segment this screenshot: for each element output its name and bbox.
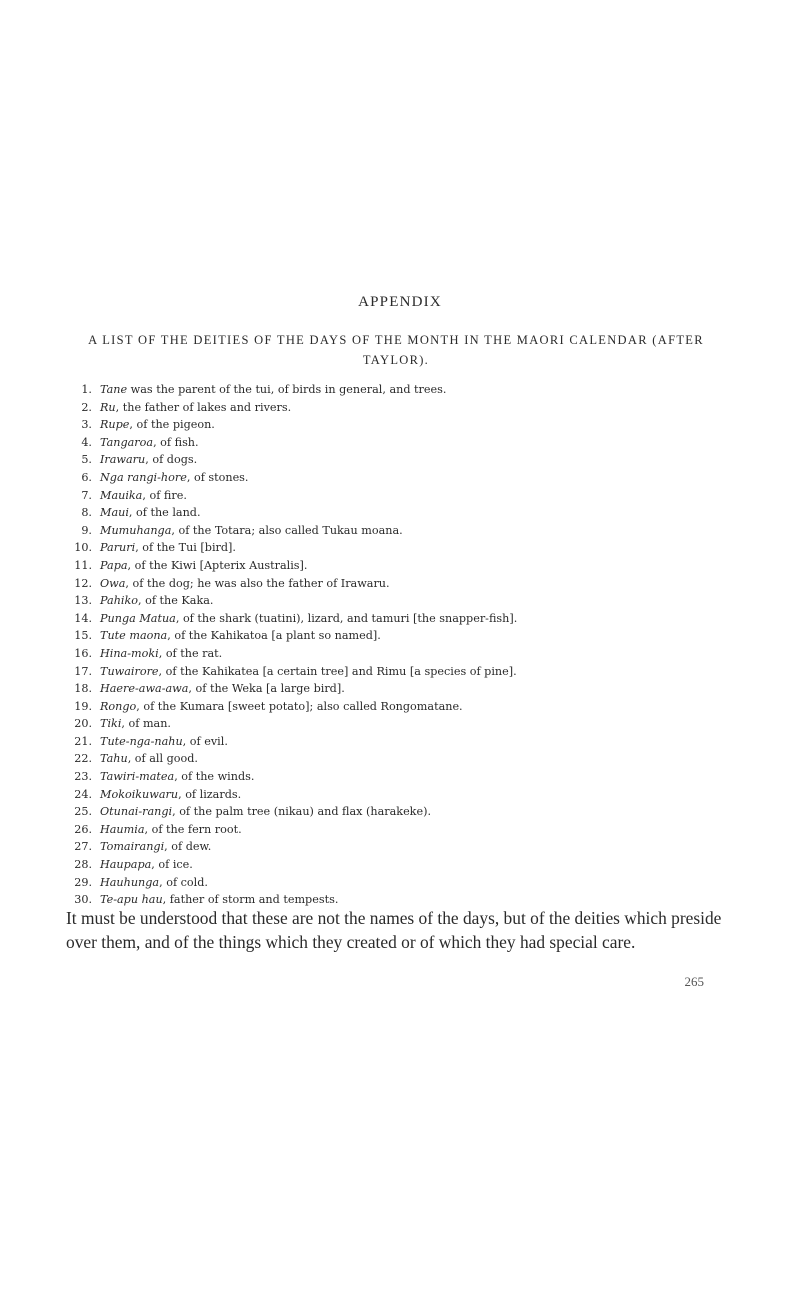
deity-description: , of the dog; he was also the father of Irawaru. [125,576,390,590]
list-item [66,381,746,399]
deity-description: , of the fern root. [144,822,242,836]
list-item [66,874,746,892]
list-item-number: 6. [81,470,92,484]
deity-description: , of the Totara; also called Tukau moana. [171,523,403,537]
deity-description: , of the land. [128,506,201,520]
deity-description: , of the pigeon. [129,418,215,432]
list-item-number: 21. [74,734,92,748]
deity-name: Owa [100,576,126,590]
list-item-number: 11. [74,558,92,572]
list-item [66,786,746,804]
list-item-number: 7. [81,488,92,502]
appendix-subtitle: A LIST OF THE DEITIES OF THE DAYS OF THE MONTH IN THE MAORI CALENDAR (AFTER TAYLOR). [88,333,704,367]
list-item [66,750,746,768]
deity-name: Nga rangi-hore [100,470,187,484]
list-item [66,416,746,434]
deity-description: was the parent of the tui, of birds in general, and trees. [127,383,447,396]
deity-name: Mokoikuwaru [100,787,179,801]
closing-paragraph: It must be understood that these are not the names of the days, but of the deities which preside over them, and of the things which they created or of which they had special care. [66,908,722,952]
list-item [66,557,746,575]
deity-name: Pahiko [100,594,138,608]
list-item-number: 19. [74,699,92,713]
list-item [66,451,746,469]
list-item-number: 22. [74,752,92,766]
deity-name: Rongo [100,699,137,713]
deity-description: , of the Kumara [sweet potato]; also called Rongomatane. [136,699,463,713]
deity-description: , of cold. [159,875,208,889]
list-item-number: 26. [74,822,92,836]
deity-name: Tuwairore [100,664,159,678]
deity-description: , of the rat. [158,646,223,660]
deity-name: Tute-nga-nahu [100,734,183,748]
deity-description: , of ice. [151,858,193,872]
deity-name: Tangaroa [100,435,154,449]
deity-description: , of the Kaka. [138,594,214,608]
deity-name: Haupapa [100,858,152,872]
deity-description: , of stones. [186,470,249,484]
deity-description: , of fish. [153,435,199,449]
list-item [66,522,746,540]
deity-description: , of the Tui [bird]. [135,541,236,555]
list-item-number: 28. [74,858,92,872]
list-item-number: 8. [81,506,92,520]
deity-name: Papa [100,558,128,572]
deity-list [66,381,746,909]
list-item [66,610,746,628]
deity-name: Tane [100,383,128,396]
deity-name: Tomairangi [100,840,165,854]
deity-description: , of the shark (tuatini), lizard, and tamuri [the snapper-fish]. [175,611,518,625]
deity-name: Irawaru [100,453,146,467]
list-item-number: 18. [74,682,92,696]
deity-name: Rupe [100,418,130,432]
list-item-number: 14. [74,611,92,625]
deity-name: Haere-awa-awa [100,682,189,696]
list-item-number: 12. [74,576,92,590]
list-item-number: 24. [74,787,92,801]
deity-description: , of man. [121,717,171,731]
list-item-number: 29. [74,875,92,889]
deity-name: Paruri [100,541,136,555]
deity-name: Hina-moki [100,646,159,660]
deity-description: , of all good. [127,752,198,766]
list-item-number: 17. [74,664,92,678]
deity-description: , of dew. [164,840,212,854]
deity-description: , of the palm tree (nikau) and flax (harakeke). [172,805,432,819]
list-item-number: 30. [74,893,92,907]
list-item-number: 2. [81,400,92,414]
deity-description: , the father of lakes and rivers. [115,400,292,414]
deity-name: Otunai-rangi [100,805,173,819]
deity-name: Tahu [100,752,128,766]
appendix-title: APPENDIX [358,294,442,310]
deity-name: Tawiri-matea [100,770,175,784]
deity-name: Tute maona [100,629,168,643]
deity-name: Mumuhanga [100,523,172,537]
deity-name: Maui [100,506,129,520]
list-item [66,575,746,593]
list-item [66,504,746,522]
list-item-number: 27. [74,840,92,854]
list-item-number: 5. [81,453,92,467]
list-item [66,469,746,487]
list-item-number: 15. [74,629,92,643]
deity-description: , of the winds. [174,770,255,784]
list-item [66,733,746,751]
list-item-number: 13. [74,594,92,608]
deity-name: Mauika [100,488,143,502]
list-item [66,856,746,874]
deity-description: , of lizards. [178,787,242,801]
list-item [66,539,746,557]
list-item-number: 4. [81,435,92,449]
list-item [66,487,746,505]
deity-name: Haumia [100,822,145,836]
deity-name: Tiki [100,717,122,731]
list-item-number: 20. [74,717,92,731]
list-item [66,768,746,786]
list-item-number: 25. [74,805,92,819]
list-item-number: 16. [74,646,92,660]
list-item-number: 3. [81,418,92,432]
list-item [66,434,746,452]
list-item-number: 9. [81,523,92,537]
list-item [66,645,746,663]
list-item [66,399,746,417]
deity-description: , of evil. [182,734,228,748]
deity-name: Hauhunga [100,875,160,889]
deity-description: , of dogs. [145,453,198,467]
deity-description: , of the Kahikatea [a certain tree] and Rimu [a species of pine]. [158,664,517,678]
list-item [66,592,746,610]
deity-description: , of the Kahikatoa [a plant so named]. [167,629,381,643]
list-item [66,715,746,733]
list-item-number: 23. [74,770,92,784]
list-item-number: 1. [81,383,92,396]
list-item-number: 10. [74,541,92,555]
list-item [66,627,746,645]
deity-name: Te-apu hau [100,893,163,907]
list-item [66,803,746,821]
page-number: 265 [684,974,704,989]
deity-description: , of the Kiwi [Apterix Australis]. [127,558,308,572]
deity-description: , of the Weka [a large bird]. [188,682,345,696]
deity-name: Punga Matua [100,611,176,625]
list-item [66,821,746,839]
deity-name: Ru [100,400,116,414]
list-item [66,663,746,681]
deity-description: , father of storm and tempests. [162,893,339,907]
list-item [66,680,746,698]
list-item [66,838,746,856]
list-item [66,698,746,716]
deity-description: , of fire. [142,488,187,502]
